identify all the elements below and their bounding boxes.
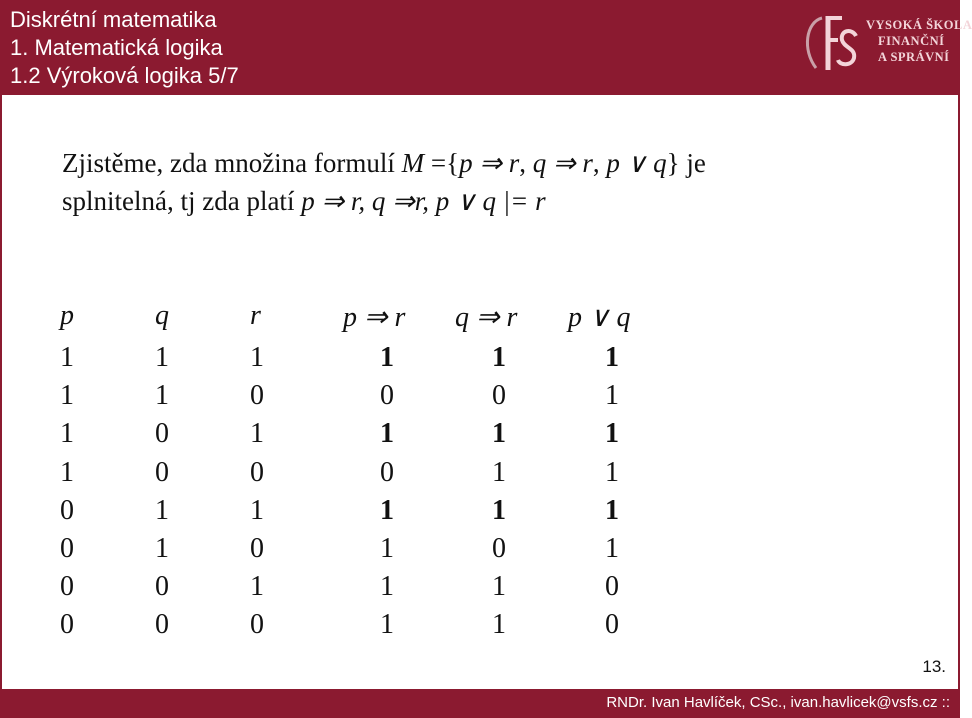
table-cell: 0: [155, 418, 169, 449]
table-cell: 1: [380, 571, 394, 602]
table-cell: 1: [605, 495, 619, 526]
table-cell: 0: [60, 609, 74, 640]
table-cell: 1: [60, 418, 74, 449]
table-cell: 1: [492, 342, 506, 373]
slide-footer: [0, 689, 960, 718]
table-cell: 1: [155, 533, 169, 564]
table-cell: 1: [605, 533, 619, 564]
page-number: 13.: [922, 657, 946, 676]
school-logo-mark: [798, 10, 864, 80]
table-cell: 1: [492, 457, 506, 488]
table-cell: 1: [380, 609, 394, 640]
table-cell: 0: [605, 571, 619, 602]
table-header-cell: p ⇒ r: [343, 302, 406, 333]
formula-set-name: M: [401, 148, 425, 178]
brace-open: ={: [424, 148, 460, 178]
table-cell: 1: [380, 418, 394, 449]
chapter-title: 1. Matematická logika: [10, 35, 223, 60]
table-cell: 0: [380, 457, 394, 488]
course-title: Diskrétní matematika: [10, 7, 217, 32]
table-cell: 0: [250, 380, 264, 411]
intro-text: Zjistěme, zda množina formulí: [62, 148, 402, 178]
slide-frame: [0, 95, 960, 689]
table-cell: 1: [605, 457, 619, 488]
table-cell: 1: [250, 571, 264, 602]
table-cell: 0: [250, 457, 264, 488]
logo-text-line1: VYSOKÁ ŠKOLA: [866, 18, 972, 32]
table-cell: 1: [250, 418, 264, 449]
formula-3: p ∨ q: [606, 148, 667, 178]
school-logo: [798, 10, 972, 80]
table-cell: 1: [380, 342, 394, 373]
table-cell: 0: [60, 571, 74, 602]
table-cell: 0: [250, 533, 264, 564]
logo-text-line3: A SPRÁVNÍ: [878, 50, 950, 64]
table-cell: 1: [155, 380, 169, 411]
separator: ,: [592, 148, 607, 178]
separator: ,: [519, 148, 533, 178]
table-cell: 1: [605, 380, 619, 411]
brace-close: } je: [666, 148, 706, 178]
table-cell: 0: [250, 609, 264, 640]
slide-header: [0, 0, 972, 95]
section-title: 1.2 Výroková logika 5/7: [10, 63, 239, 88]
table-cell: 1: [492, 571, 506, 602]
table-cell: 0: [380, 380, 394, 411]
table-cell: 1: [492, 609, 506, 640]
table-cell: 1: [605, 418, 619, 449]
table-header-cell: q ⇒ r: [455, 302, 518, 333]
logo-text-line2: FINANČNÍ: [878, 34, 945, 48]
table-cell: 1: [60, 342, 74, 373]
table-cell: 1: [250, 342, 264, 373]
intro-text: splnitelná, tj zda platí: [62, 186, 302, 216]
formula-1: p ⇒ r: [459, 148, 520, 178]
entailment-formula: p ⇒ r, q ⇒r, p ∨ q |= r: [301, 186, 546, 216]
table-cell: 0: [492, 533, 506, 564]
formula-2: q ⇒ r: [532, 148, 593, 178]
intro-line-2: [62, 186, 546, 217]
table-header-cell: q: [155, 300, 169, 331]
table-cell: 1: [250, 495, 264, 526]
table-cell: 0: [60, 495, 74, 526]
table-cell: 1: [492, 418, 506, 449]
table-header-cell: p: [60, 300, 74, 331]
table-cell: 0: [155, 609, 169, 640]
table-header-cell: r: [250, 300, 261, 331]
table-cell: 1: [60, 457, 74, 488]
table-cell: 1: [60, 380, 74, 411]
table-cell: 1: [155, 495, 169, 526]
table-cell: 0: [605, 609, 619, 640]
table-cell: 0: [155, 457, 169, 488]
table-cell: 1: [380, 533, 394, 564]
table-header-cell: p ∨ q: [568, 302, 631, 333]
table-cell: 1: [380, 495, 394, 526]
intro-line-1: [62, 148, 706, 179]
table-cell: 1: [155, 342, 169, 373]
table-cell: 0: [492, 380, 506, 411]
table-cell: 1: [605, 342, 619, 373]
table-cell: 0: [60, 533, 74, 564]
footer-author: RNDr. Ivan Havlíček, CSc., ivan.havlicek@vsfs.cz ::: [606, 694, 950, 711]
table-cell: 1: [492, 495, 506, 526]
table-cell: 0: [155, 571, 169, 602]
